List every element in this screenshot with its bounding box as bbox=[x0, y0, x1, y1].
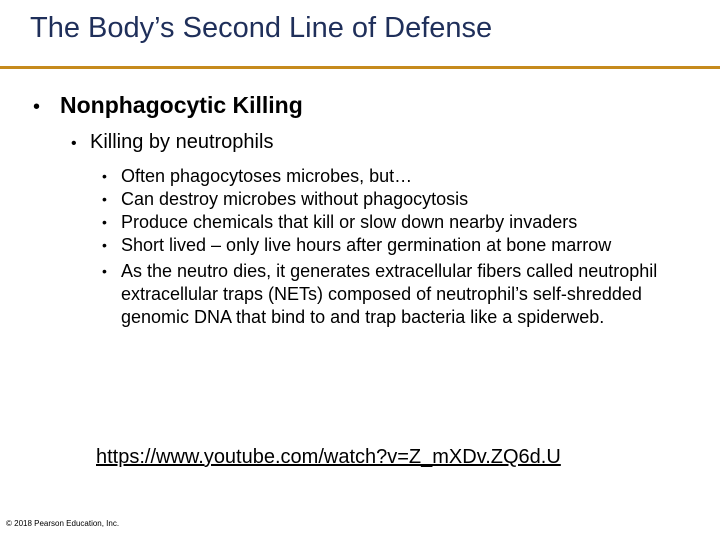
bullet-level2-text: Killing by neutrophils bbox=[90, 131, 274, 153]
list-item bbox=[100, 234, 700, 257]
bullet-marker: • bbox=[102, 263, 107, 279]
list-item-text: As the neutro dies, it generates extracellular fibers called neutrophil extracellular traps (NETs) composed of neutrophil’s self-shredded genomic DNA that bind to and trap bacteria like a spiderweb. bbox=[121, 261, 658, 327]
copyright-notice: © 2018 Pearson Education, Inc. bbox=[6, 519, 120, 528]
slide-title: The Body’s Second Line of Defense bbox=[30, 12, 493, 44]
bullet-marker: • bbox=[102, 237, 107, 253]
bullet-level1-text: Nonphagocytic Killing bbox=[60, 92, 303, 118]
bullet-level3-list bbox=[100, 165, 700, 329]
bullet-marker: • bbox=[102, 168, 107, 184]
youtube-link[interactable]: https://www.youtube.com/watch?v=Z_mXDv.ZQ6d.U bbox=[96, 446, 561, 468]
list-item bbox=[100, 260, 700, 329]
bullet-level2 bbox=[71, 131, 273, 154]
bullet-marker: • bbox=[102, 214, 107, 230]
bullet-level1 bbox=[33, 92, 303, 119]
list-item bbox=[100, 188, 700, 211]
bullet-marker: • bbox=[102, 191, 107, 207]
bullet-marker: • bbox=[71, 135, 77, 152]
list-item-text: Can destroy microbes without phagocytosis bbox=[121, 189, 469, 209]
list-item-text: Often phagocytoses microbes, but… bbox=[121, 166, 413, 186]
title-divider bbox=[0, 66, 720, 69]
bullet-marker: • bbox=[33, 96, 41, 118]
list-item-text: Short lived – only live hours after germination at bone marrow bbox=[121, 235, 612, 255]
list-item-text: Produce chemicals that kill or slow down nearby invaders bbox=[121, 212, 578, 232]
list-item bbox=[100, 211, 700, 234]
list-item bbox=[100, 165, 700, 188]
